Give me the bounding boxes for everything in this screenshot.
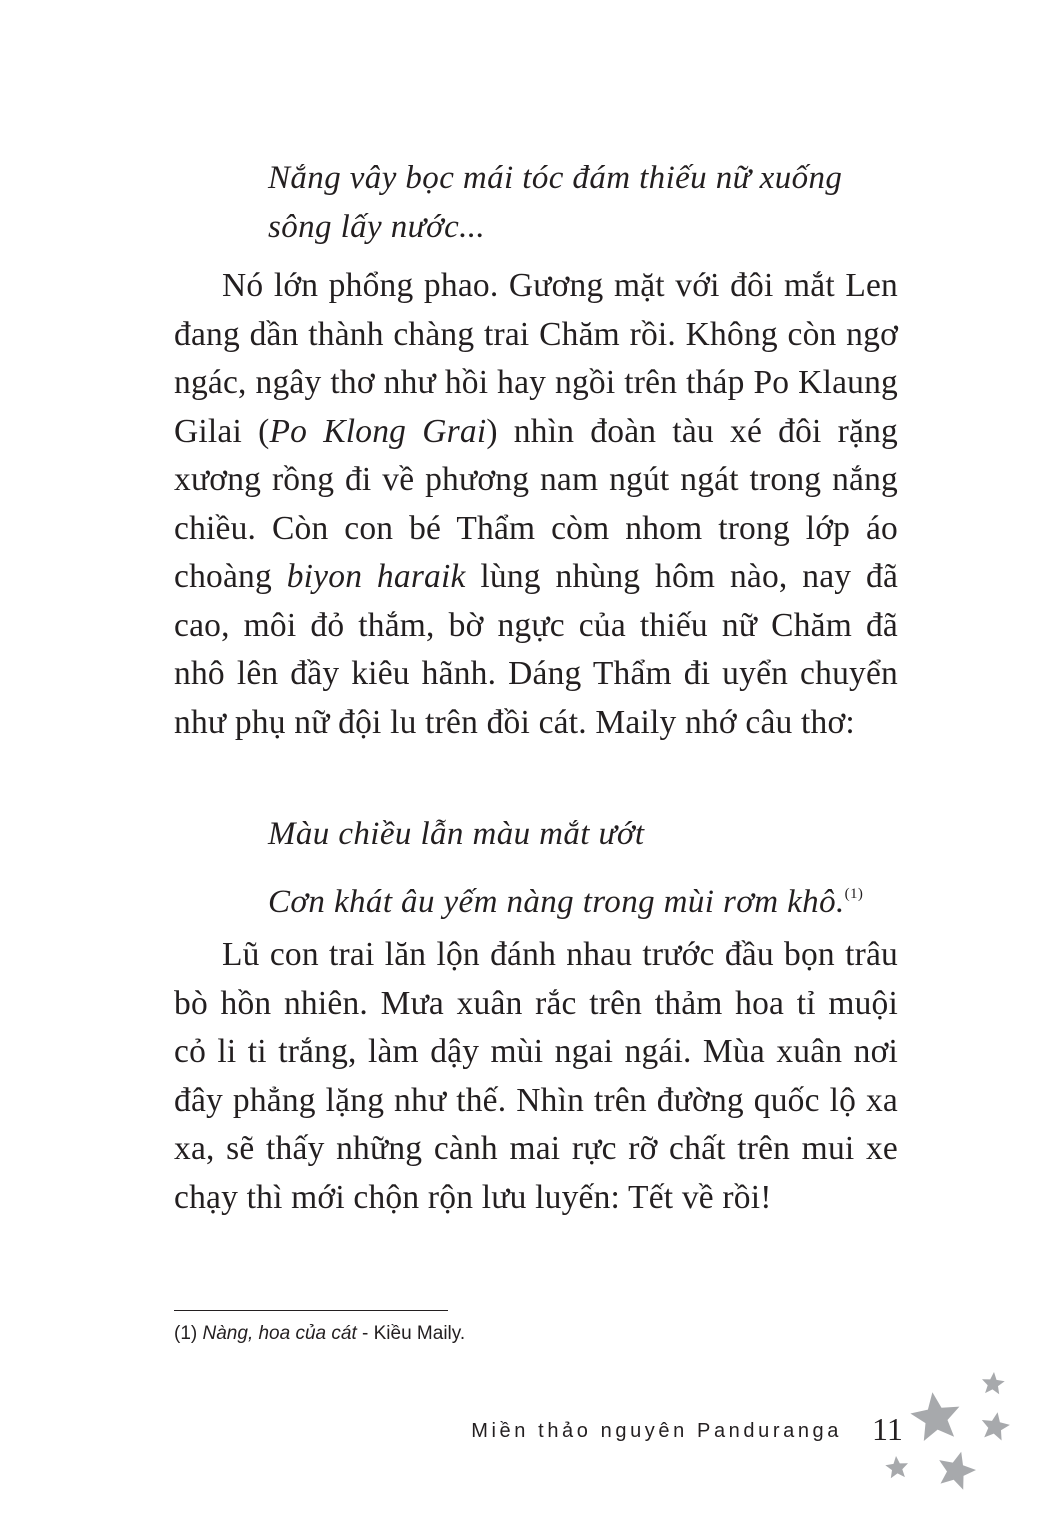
paragraph-text: lùng nhùng hôm nào, nay đã cao, môi đỏ thắm, bờ ngực của thiếu nữ Chăm đã nhô lên đầy kiêu hãnh. Dáng Thẩm đi uyển chuyển như phụ nữ đội lu trên đồi cát. Maily nhớ câu thơ: xyxy=(174,558,899,741)
footnote xyxy=(174,1322,465,1346)
quoted-verse xyxy=(268,810,908,927)
verse-line: sông lấy nước... xyxy=(268,209,486,245)
footnote-reference[interactable]: (1) xyxy=(844,886,864,902)
italic-term: Po Klong Grai xyxy=(269,412,487,450)
verse-line xyxy=(268,878,908,927)
star-icon xyxy=(910,1392,959,1441)
footnote-title: Nàng, hoa của cát xyxy=(202,1323,357,1344)
opening-verse xyxy=(268,154,908,252)
star-icon xyxy=(939,1452,976,1490)
italic-term: biyon haraik xyxy=(286,558,466,595)
footnote-author: Kiều Maily. xyxy=(373,1323,466,1344)
verse-text: Cơn khát âu yếm nàng trong mùi rơm khô. xyxy=(268,884,845,920)
paragraph-1 xyxy=(174,262,898,747)
footnote-separator: - xyxy=(362,1323,369,1344)
verse-line: Nắng vây bọc mái tóc đám thiếu nữ xuống xyxy=(268,160,843,196)
star-icon xyxy=(885,1456,908,1478)
page-number: 11 xyxy=(872,1411,903,1447)
verse-line: Màu chiều lẫn màu mắt ướt xyxy=(268,816,645,852)
star-icon xyxy=(982,1372,1005,1394)
running-title: Miền thảo nguyên Panduranga xyxy=(471,1420,842,1442)
footnote-divider xyxy=(174,1310,448,1311)
paragraph-2 xyxy=(174,931,898,1222)
star-icon xyxy=(982,1412,1010,1440)
footnote-number: (1) xyxy=(174,1323,198,1344)
paragraph-text: Lũ con trai lăn lộn đánh nhau trước đầu bọn trâu bò hồn nhiên. Mưa xuân rắc trên thảm hoa tỉ muội cỏ li ti trắng, làm dậy mùi ngai ngái. Mùa xuân nơi đây phẳng lặng như thế. Nhìn trên đường quốc lộ xa xa, sẽ thấy những cành mai rực rỡ chất trên mui xe chạy thì mới chộn rộn lưu luyến: Tết về rồi! xyxy=(174,936,898,1216)
paragraph-text: Nó lớn phổng phao. Gương mặt với đôi mắt Len đang dần thành chàng trai Chăm rồi. Không còn ngơ ngác, ngây thơ như hồi hay ngồi trên tháp Po Klaung Gilai ( xyxy=(174,267,898,450)
paragraph-text: ) nhìn đoàn tàu xé đôi rặng xương rồng đi về phương nam ngút ngát trong nắng chiều. Còn con bé Thẩm còm nhom trong lớp áo choàng xyxy=(174,412,898,595)
